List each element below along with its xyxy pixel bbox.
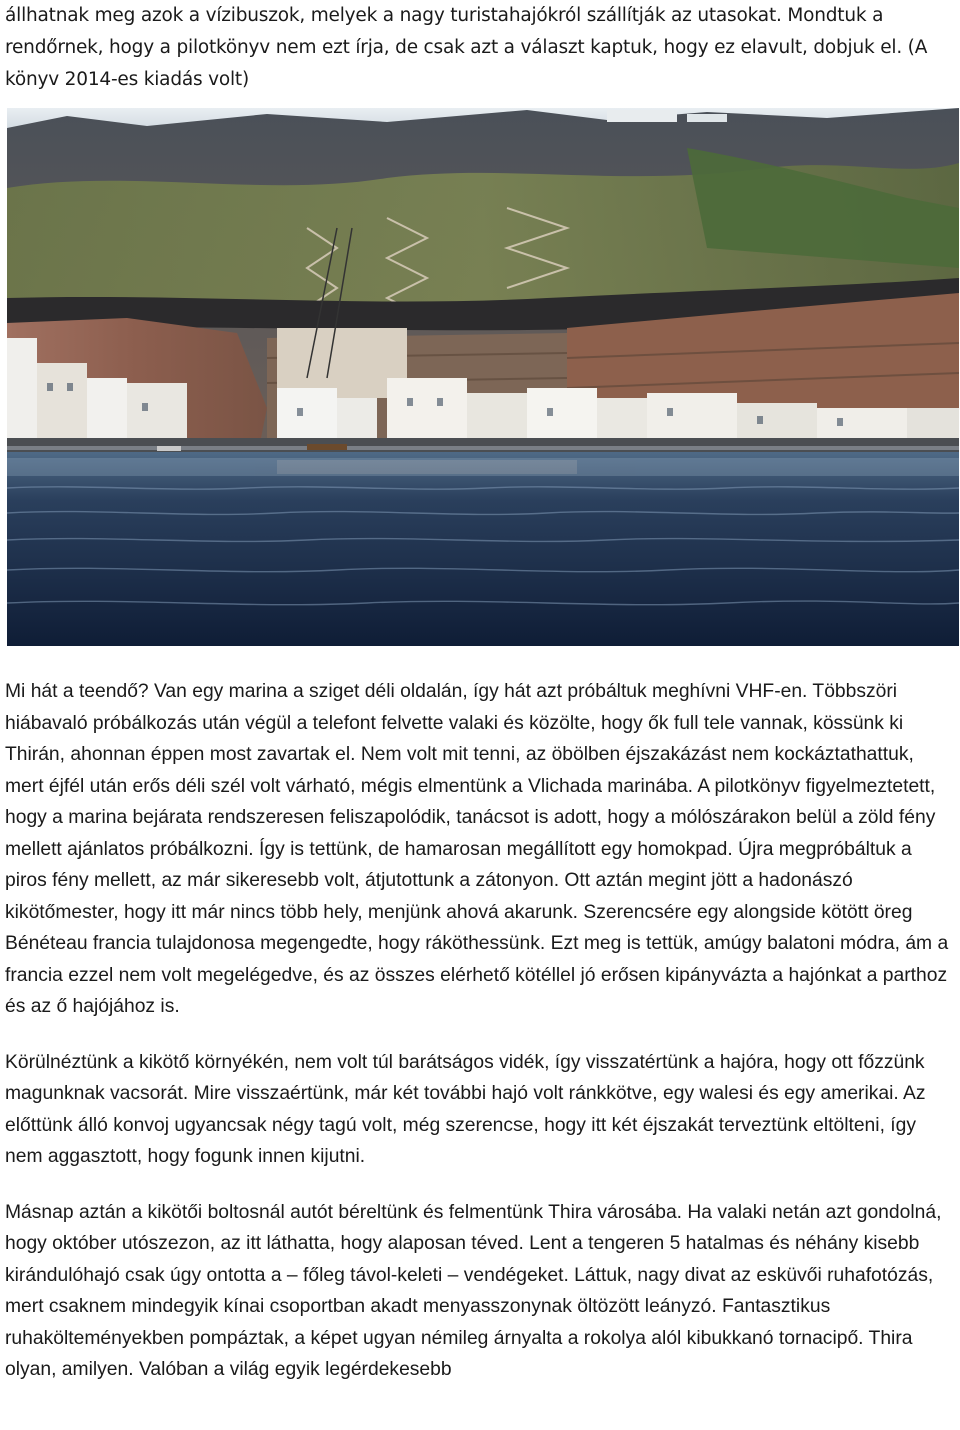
paragraph-marina: Mi hát a teendő? Van egy marina a sziget déli oldalán, így hát azt próbáltuk meghívni VHF-en. Többszöri hiábavaló próbálkozás után végül a telefont felvette valaki és közölte, hogy ők full tele vannak, kössünk ki Thirán, ahonnan éppen most zavartak el. Nem volt mit tenni, az öbölben éjszakázást nem kockáztathattuk, mert éjfél után erős déli szél volt várható, mégis elmentünk a Vlichada marinába. A pilotkönyv figyelmeztetett, hogy a marina bejárata rendszeresen feliszapolódik, tanácsot is adott, hogy a mólószárakon belül a zöld fény mellett ajánlatos próbálkozni. Így is tettünk, de hamarosan megállított egy homokpad. Újra megpróbáltuk a piros fény mellett, az már sikeresebb volt, átjutottunk a zátonyon. Ott aztán megint jött a hadonászó kikötőmester, hogy itt már nincs több hely, menjünk ahová akarunk. Szerencsére egy alongside kötött öreg Bénéteau francia tulajdonosa megengedte, hogy ráköthessünk. Ezt meg is tettük, amúgy balatoni módra, ám a francia ezzel nem volt megelégedve, és az összes elérhető kötéllel jó erősen kipányvázta a hajónkat a parthoz és az ő hajójához is. [5,681,949,1017]
paragraph-thira-visit: Másnap aztán a kikötői boltosnál autót béreltünk és felmentünk Thira városába. Ha valaki netán azt gondolná, hogy október utószezon, az itt láthatta, hogy alaposan téved. Lent a tengeren 5 hatalmas és néhány kisebb kirándulóhajó csak úgy ontotta a – főleg távol-keleti – vendégeket. Láttuk, nagy divat az esküvői ruhafotózás, mert csaknem mindegyik kínai csoportban akadt menyasszonynak öltözött leányzó. Fantasztikus ruhakölteményekben pompáztak, a képet ugyan némileg árnyalta a rokolya alól kibukkanó tornacipő. Thira olyan, amilyen. Valóban a világ egyik legérdekesebb [5,1201,942,1380]
harbor-cliff-photo [7,108,959,646]
document-page [5,0,955,1386]
paragraph-harbor-surroundings: Körülnéztünk a kikötő környékén, nem volt túl barátságos vidék, így visszatértünk a hajóra, hogy ott főzzünk magunknak vacsorát. Mire visszaértünk, már két további hajó volt ránkkötve, egy walesi és egy amerikai. Az előttünk álló konvoj ugyancsak négy tagú volt, még szerencse, hogy itt két éjszakát terveztünk eltölteni, így nem aggasztott, hogy fogunk innen kijutni. [5,1051,926,1167]
intro-paragraph: állhatnak meg azok a vízibuszok, melyek a nagy turistahajókról szállítják az utasokat. Mondtuk a rendőrnek, hogy a pilotkönyv nem ezt írja, de csak azt a választ kaptuk, hogy ez elavult, dobjuk el. (A könyv 2014-es kiadás volt) [5,5,928,90]
